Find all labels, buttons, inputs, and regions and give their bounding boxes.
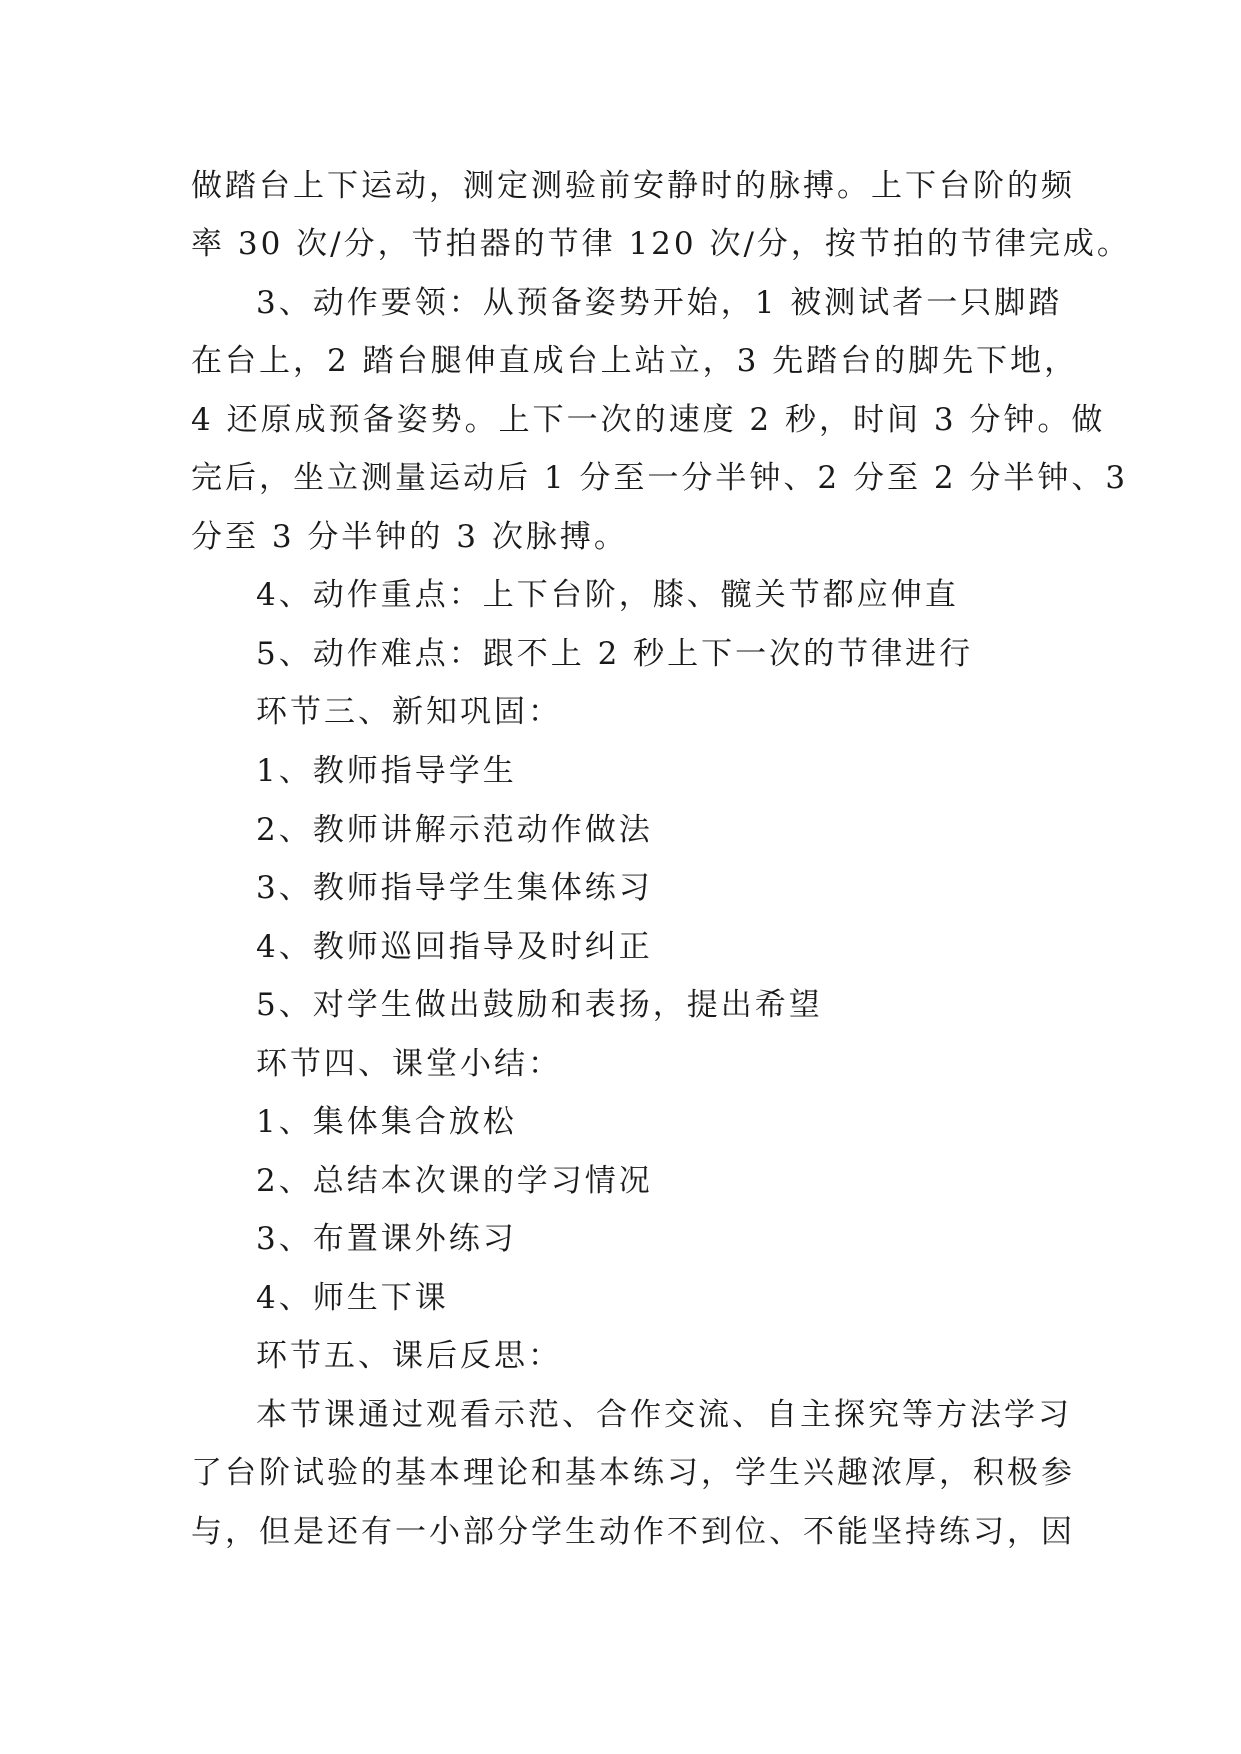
list-item: 4、师生下课 [256,1280,449,1316]
text-line: 4、动作重点：上下台阶，膝、髋关节都应伸直 [256,577,959,613]
list-item: 5、对学生做出鼓励和表扬，提出希望 [256,987,823,1023]
text-line: 3、动作要领：从预备姿势开始，1 被测试者一只脚踏 [256,285,1063,321]
text-line: 在台上，2 踏台腿伸直成台上站立，3 先踏台的脚先下地， [191,343,1079,379]
section-heading: 环节四、课堂小结： [256,1046,562,1082]
list-item: 1、集体集合放松 [256,1104,517,1140]
text-line: 5、动作难点：跟不上 2 秒上下一次的节律进行 [256,636,974,672]
text-line: 4 还原成预备姿势。上下一次的速度 2 秒，时间 3 分钟。做 [191,402,1106,438]
text-line: 了台阶试验的基本理论和基本练习，学生兴趣浓厚，积极参 [191,1455,1075,1491]
section-heading: 环节三、新知巩固： [256,694,562,730]
list-item: 3、教师指导学生集体练习 [256,870,653,906]
list-item: 2、教师讲解示范动作做法 [256,812,653,848]
section-heading: 环节五、课后反思： [256,1338,562,1374]
text-line: 完后，坐立测量运动后 1 分至一分半钟、2 分至 2 分半钟、3 [191,460,1129,496]
list-item: 4、教师巡回指导及时纠正 [256,929,653,965]
text-line: 本节课通过观看示范、合作交流、自主探究等方法学习 [256,1397,1072,1433]
text-line: 与，但是还有一小部分学生动作不到位、不能坚持练习，因 [191,1514,1075,1550]
list-item: 3、布置课外练习 [256,1221,517,1257]
text-line: 率 30 次/分，节拍器的节律 120 次/分，按节拍的节律完成。 [191,226,1131,262]
list-item: 1、教师指导学生 [256,753,517,789]
list-item: 2、总结本次课的学习情况 [256,1163,653,1199]
text-line: 做踏台上下运动，测定测验前安静时的脉搏。上下台阶的频 [191,168,1075,204]
text-line: 分至 3 分半钟的 3 次脉搏。 [191,519,628,555]
